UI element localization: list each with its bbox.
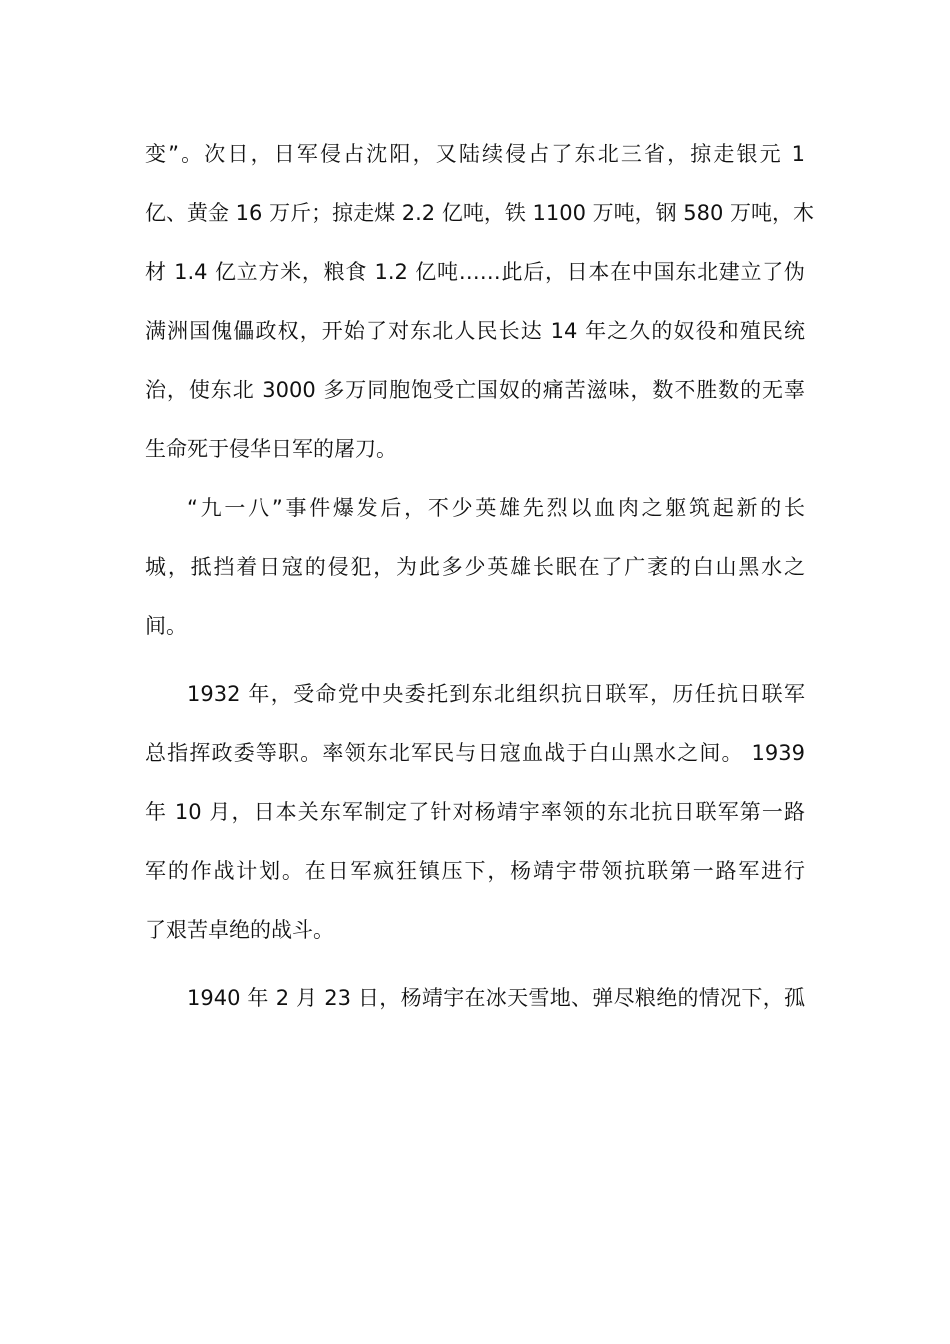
paragraph-1932: [145, 668, 805, 963]
paragraph-line: 1932 年，受命党中央委托到东北组织抗日联军，历任抗日联军: [187, 682, 805, 706]
paragraph-line: 满洲国傀儡政权，开始了对东北人民长达 14 年之久的奴役和殖民统: [145, 319, 805, 343]
paragraph-line: 材 1.4 亿立方米，粮食 1.2 亿吨……此后，日本在中国东北建立了伪: [145, 260, 805, 284]
paragraph-line: 亿、黄金 16 万斤；掠走煤 2.2 亿吨，铁 1100 万吨，钢 580 万吨，木: [145, 201, 815, 225]
paragraph-line: 城，抵挡着日寇的侵犯，为此多少英雄长眠在了广袤的白山黑水之: [145, 555, 805, 579]
paragraph-line: 了艰苦卓绝的战斗。: [145, 918, 334, 942]
paragraph-line: “九一八”事件爆发后，不少英雄先烈以血肉之躯筑起新的长: [187, 496, 805, 520]
paragraph-line: 治，使东北 3000 多万同胞饱受亡国奴的痛苦滋味，数不胜数的无辜: [145, 378, 805, 402]
paragraph-line: 间。: [145, 614, 187, 638]
paragraph-heroes: [145, 482, 805, 659]
paragraph-line: 军的作战计划。在日军疯狂镇压下，杨靖宇带领抗联第一路军进行: [145, 859, 805, 883]
paragraph-1940: [145, 972, 805, 1031]
paragraph-line: 生命死于侵华日军的屠刀。: [145, 437, 397, 461]
document-body: [145, 128, 815, 1031]
paragraph-line: 1940 年 2 月 23 日，杨靖宇在冰天雪地、弹尽粮绝的情况下，孤: [187, 986, 805, 1010]
paragraph-japanese-occupation: [145, 128, 815, 482]
paragraph-line: 变”。次日，日军侵占沈阳，又陆续侵占了东北三省，掠走银元 1: [145, 142, 805, 166]
paragraph-line: 总指挥政委等职。率领东北军民与日寇血战于白山黑水之间。 1939: [145, 741, 805, 765]
paragraph-line: 年 10 月，日本关东军制定了针对杨靖宇率领的东北抗日联军第一路: [145, 800, 805, 824]
